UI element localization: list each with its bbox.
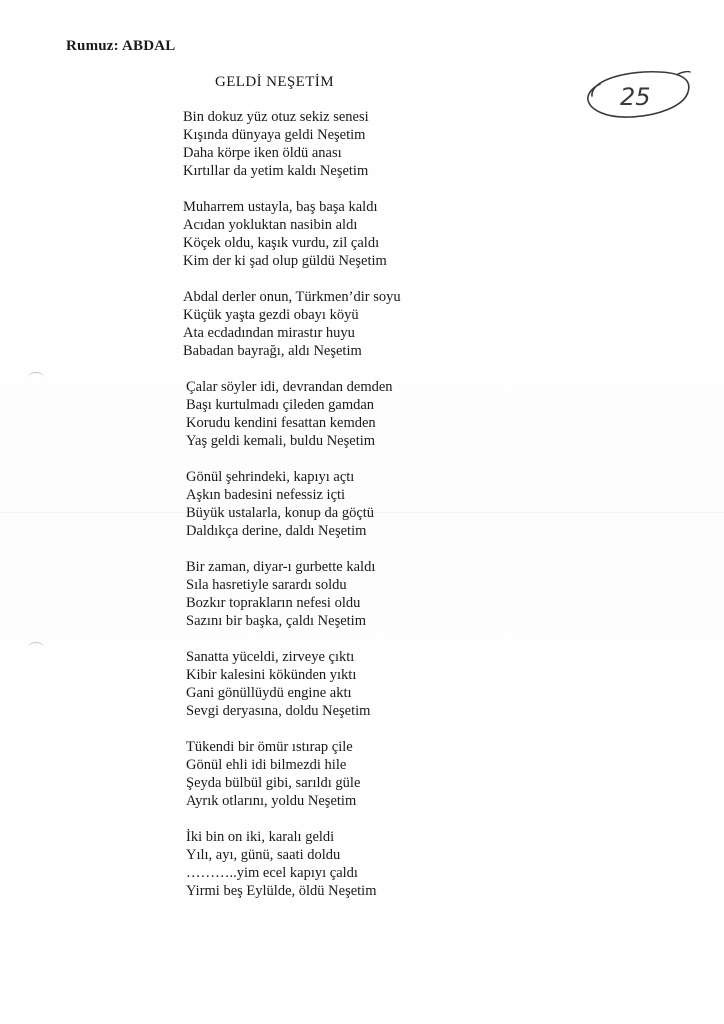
poem-line: Abdal derler onun, Türkmen’dir soyu	[183, 289, 401, 305]
poem-line: Kim der ki şad olup güldü Neşetim	[183, 253, 387, 269]
poem-line: Sazını bir başka, çaldı Neşetim	[186, 613, 366, 629]
stanza	[183, 738, 513, 810]
poem-line: Daldıkça derine, daldı Neşetim	[186, 523, 367, 539]
poem-line: Tükendi bir ömür ıstırap çile	[186, 739, 353, 755]
stanza	[183, 378, 513, 450]
punch-hole-mark	[28, 372, 44, 383]
poem-line: Kırtıllar da yetim kaldı Neşetim	[183, 163, 369, 179]
poem-line: Çalar söyler idi, devrandan demden	[186, 379, 393, 395]
poem-line: Yılı, ayı, günü, saati doldu	[186, 847, 341, 863]
stanza	[183, 828, 513, 900]
poem-line: Sıla hasretiyle sarardı soldu	[186, 577, 347, 593]
poem-body	[183, 108, 513, 918]
stamp-number: 25	[620, 83, 651, 111]
poem-line: Ayrık otlarını, yoldu Neşetim	[186, 793, 357, 809]
stanza	[183, 468, 513, 540]
stanza	[183, 198, 513, 270]
poem-line: Bin dokuz yüz otuz sekiz senesi	[183, 109, 369, 125]
punch-hole-mark	[28, 642, 44, 653]
poem-line: Korudu kendini fesattan kemden	[186, 415, 376, 431]
poem-line: Gani gönüllüydü engine aktı	[186, 685, 352, 701]
poem-line: Yaş geldi kemali, buldu Neşetim	[186, 433, 376, 449]
poem-line: Sanatta yüceldi, zirveye çıktı	[186, 649, 355, 665]
poem-line: Acıdan yokluktan nasibin aldı	[183, 217, 358, 233]
poem-line: Köçek oldu, kaşık vurdu, zil çaldı	[183, 235, 380, 251]
pseudonym-label: Rumuz: ABDAL	[66, 38, 176, 54]
poem-line: Gönül şehrindeki, kapıyı açtı	[186, 469, 355, 485]
poem-line: Bir zaman, diyar-ı gurbette kaldı	[186, 559, 376, 575]
poem-line: Sevgi deryasına, doldu Neşetim	[186, 703, 371, 719]
circled-number-icon	[578, 62, 694, 126]
poem-line: Kibir kalesini kökünden yıktı	[186, 667, 357, 683]
poem-line: Ata ecdadından mirastır huyu	[183, 325, 355, 341]
stanza	[183, 108, 513, 180]
handwritten-number-stamp	[578, 62, 694, 126]
poem-line: Gönül ehli idi bilmezdi hile	[186, 757, 347, 773]
poem-line: Muharrem ustayla, baş başa kaldı	[183, 199, 378, 215]
poem-line: Büyük ustalarla, konup da göçtü	[186, 505, 375, 521]
poem-line: Bozkır toprakların nefesi oldu	[186, 595, 361, 611]
poem-line: Küçük yaşta gezdi obayı köyü	[183, 307, 359, 323]
poem-line: ………..yim ecel kapıyı çaldı	[186, 865, 358, 881]
poem-title: GELDİ NEŞETİM	[215, 74, 334, 90]
poem-line: Başı kurtulmadı çileden gamdan	[186, 397, 375, 413]
poem-line: İki bin on iki, karalı geldi	[186, 829, 335, 845]
stanza	[183, 558, 513, 630]
poem-line: Yirmi beş Eylülde, öldü Neşetim	[186, 883, 377, 899]
poem-line: Daha körpe iken öldü anası	[183, 145, 342, 161]
stanza	[183, 648, 513, 720]
poem-line: Şeyda bülbül gibi, sarıldı güle	[186, 775, 361, 791]
poem-line: Babadan bayrağı, aldı Neşetim	[183, 343, 362, 359]
stanza	[183, 288, 513, 360]
poem-line: Kışında dünyaya geldi Neşetim	[183, 127, 366, 143]
poem-line: Aşkın badesini nefessiz içti	[186, 487, 346, 503]
